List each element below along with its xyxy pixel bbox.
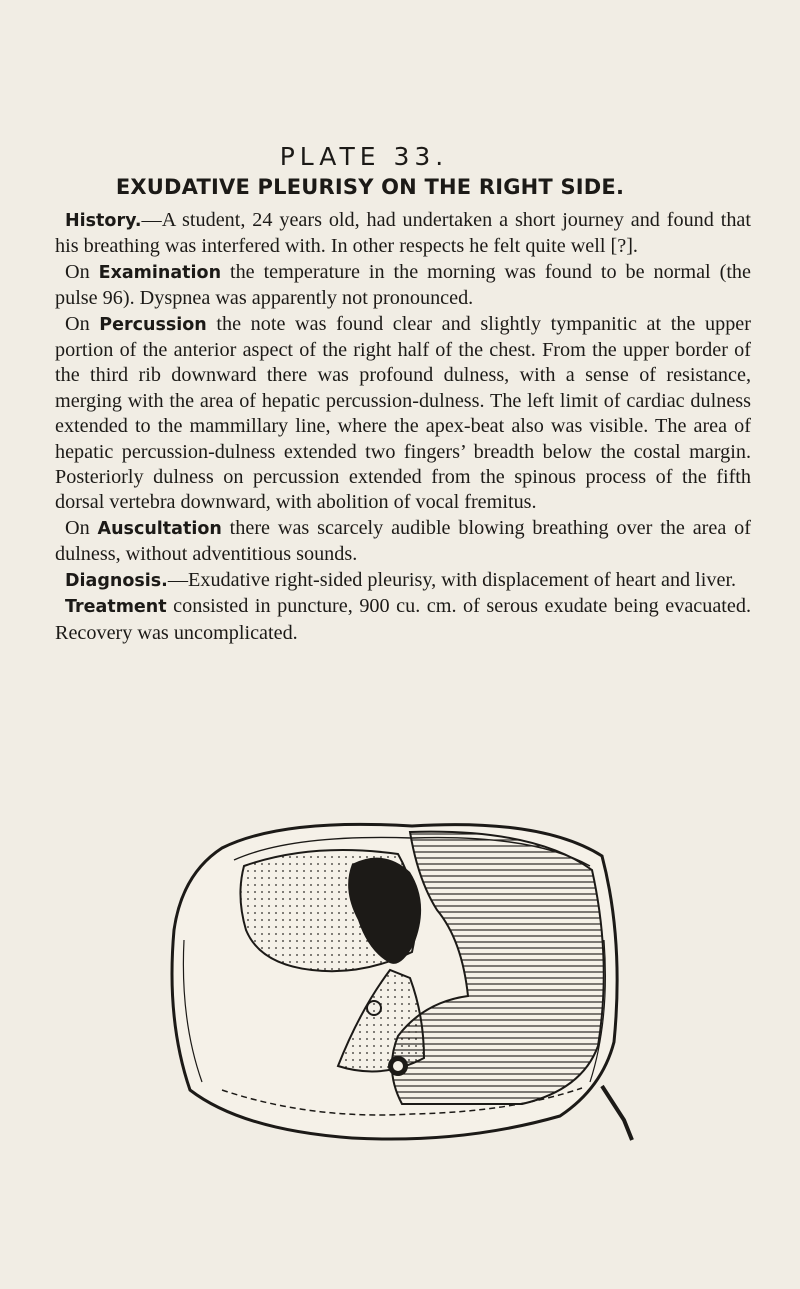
plate-title: PLATE 33. xyxy=(279,142,449,171)
text-history: —A student, 24 years old, had undertaken a short journey and found that his breathing was interfered with. In other respects he felt quite well [?]. xyxy=(55,209,751,258)
text-diagnosis: —Exudative right-sided pleurisy, with displacement of heart and liver. xyxy=(167,568,737,591)
lead-percussion: Percussion xyxy=(99,314,207,335)
lead-treatment: Treatment xyxy=(65,597,167,618)
text-percussion: the note was found clear and slightly tympanitic at the upper portion of the anterior aspect of the right half of the chest. From the upper border of the third rib downward there was profound dulness, with a sense of resistance, merging with the area of hepatic percussion-dulness. The left limit of cardiac dulness extended to the mammillary line, where the apex-beat also was visible. The area of hepatic percussion-dulness extended two fingers’ breadth below the costal margin. Posteriorly dulness on percussion extended from the spinous process of the fifth dorsal vertebra downward, with abolition of vocal fremitus. xyxy=(55,312,751,514)
lead-diagnosis: Diagnosis. xyxy=(65,570,168,591)
paragraph-auscultation xyxy=(55,516,751,568)
paragraph-examination xyxy=(55,260,751,312)
text-treatment: consisted in puncture, 900 cu. cm. of serous exudate being evacuated. Recovery was uncomplicated. xyxy=(55,595,751,644)
paragraph-treatment xyxy=(55,594,751,646)
case-text xyxy=(55,208,751,646)
lead-history: History. xyxy=(65,211,142,231)
paragraph-percussion xyxy=(55,312,751,516)
chest-percussion-diagram-icon xyxy=(162,820,662,1150)
plate-heading: EXUDATIVE PLEURISY ON THE RIGHT SIDE. xyxy=(115,175,625,199)
pre-examination: On xyxy=(65,260,99,283)
pre-auscultation: On xyxy=(65,516,98,539)
lead-auscultation: Auscultation xyxy=(97,518,222,539)
pre-percussion: On xyxy=(65,312,100,335)
text-auscultation: there was scarcely audible blowing breathing over the area of dulness, without adventitious sounds. xyxy=(55,516,751,566)
text-examination: the temperature in the morning was found to be normal (the pulse 96). Dyspnea was apparently not pronounced. xyxy=(55,260,751,310)
lead-examination: Examination xyxy=(98,262,222,283)
paragraph-diagnosis xyxy=(55,568,751,594)
paragraph-history xyxy=(55,208,751,260)
